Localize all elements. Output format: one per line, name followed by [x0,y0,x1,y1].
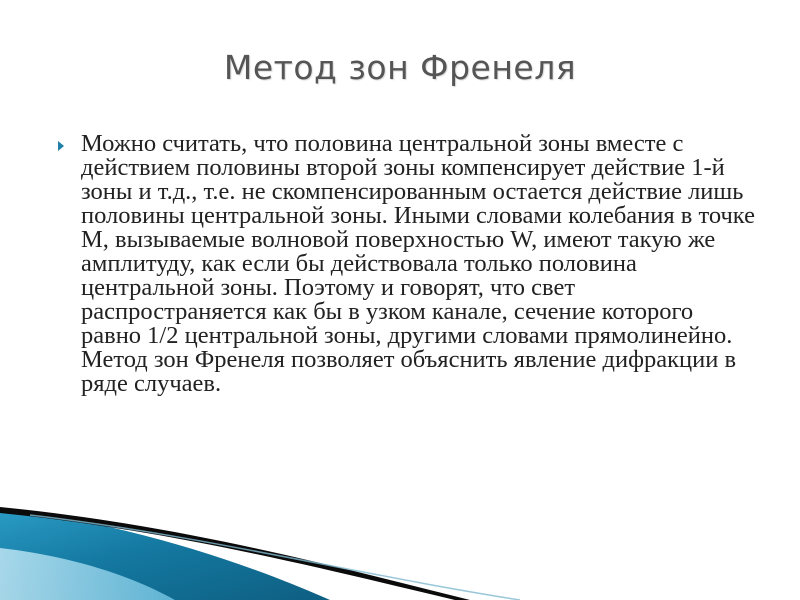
slide-title: Метод зон Френеля [223,48,577,87]
swoosh-light-band [0,548,175,600]
triangle-right-icon [58,141,64,151]
swoosh-teal-band [0,508,330,600]
swoosh-dark-line [0,507,470,600]
bullet-text: Можно считать, что половина центральной зоны вместе с действием половины второй зоны компенсирует действие 1-й зоны и т.д., т.е. не скомпенсированным остается действие лишь половины центральной зоны. Иными словами колебания в точке M, вызываемые волновой поверхностью W, имеют такую же амплитуду, как если бы действовала только половина центральной зоны. Поэтому и говорят, что свет распространяется как бы в узком канале, сечение которого равно 1/2 центральной зоны, другими словами прямолинейно. Метод зон Френеля позволяет объяснить явление дифракции в ряде случаев. [81,130,755,397]
swoosh-thin-line [30,515,520,600]
bullet-item [58,132,758,396]
